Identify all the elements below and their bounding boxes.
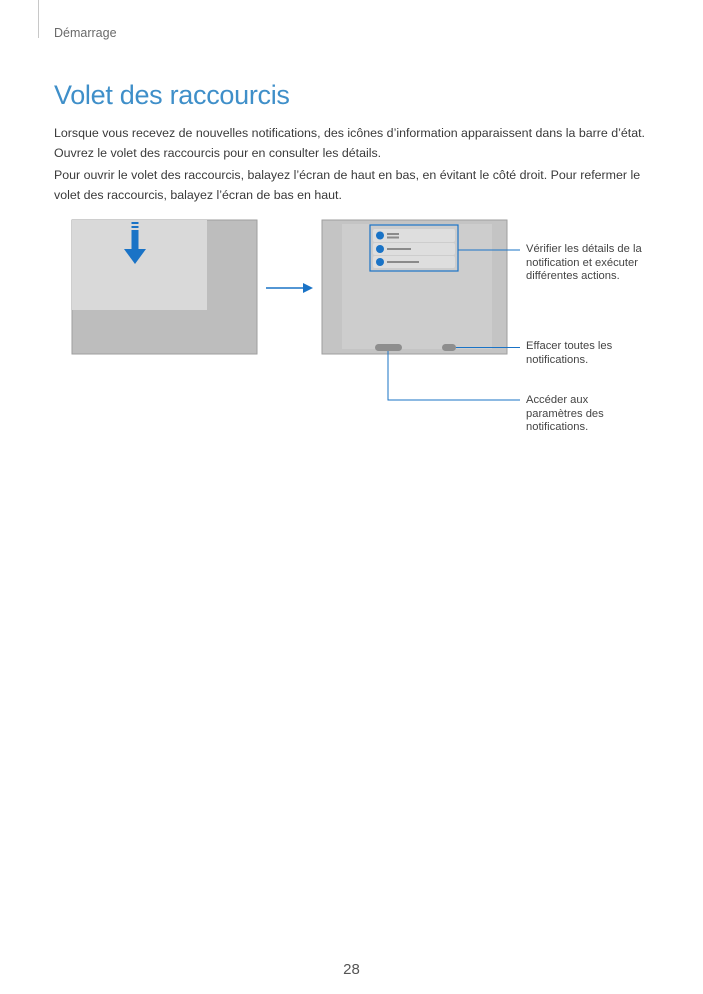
notification-card-2: [373, 243, 455, 255]
page-title: Volet des raccourcis: [54, 80, 290, 110]
transition-arrow-icon: [266, 283, 313, 293]
notification-card-3: [373, 256, 455, 268]
tablet-after: [322, 220, 507, 354]
tablet-before: [72, 220, 257, 354]
clear-all-button: [442, 344, 456, 351]
callout-notification-settings: Accéder aux paramètres des notifications.: [526, 394, 604, 433]
instructions-paragraph: Pour ouvrir le volet des raccourcis, balayez l’écran de haut en bas, en évitant le côté droit. Pour refermer le volet des raccourcis, balayez l’écran de bas en haut.: [54, 168, 641, 202]
callout-notification-details: Vérifier les détails de la notification et exécuter différentes actions.: [526, 243, 642, 282]
notification-card-1: [373, 229, 455, 242]
section-header: Démarrage: [54, 26, 117, 40]
notification-settings-button: [375, 344, 402, 351]
intro-paragraph: Lorsque vous recevez de nouvelles notifications, des icônes d’information apparaissent dans la barre d’état. Ouvrez le volet des raccourcis pour en consulter les détails.: [54, 126, 645, 160]
page-number: 28: [343, 961, 360, 978]
callout-clear-all: Effacer toutes les notifications.: [526, 340, 613, 366]
